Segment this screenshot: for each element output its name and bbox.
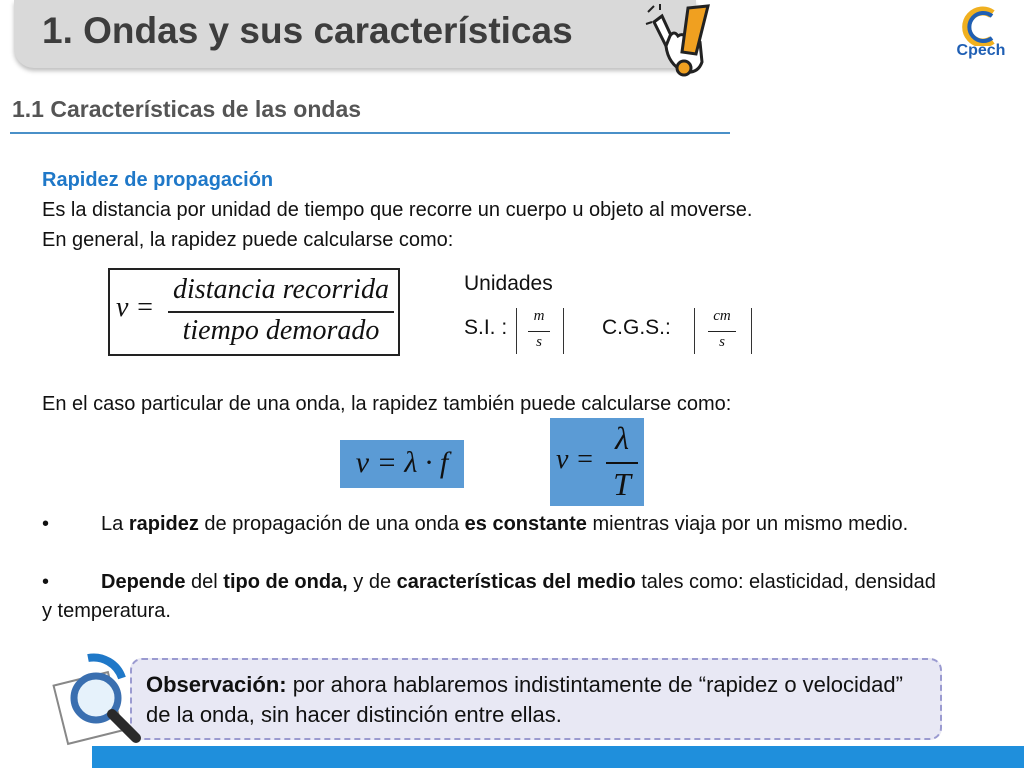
bullet-bold: rapidez	[128, 513, 199, 535]
si-label: S.I. :	[464, 316, 508, 339]
bullet-bold: tipo de onda,	[223, 571, 348, 593]
magnifier-icon	[52, 648, 152, 748]
footer-bar	[92, 746, 1024, 768]
cpech-c-icon	[948, 6, 1014, 46]
general-text: En general, la rapidez puede calcularse como:	[42, 229, 454, 251]
bullet-marker: •	[42, 513, 50, 535]
wave-equation-lambda-t	[550, 418, 644, 506]
formula-lhs: v =	[116, 292, 155, 323]
si-unit-denominator: s	[536, 334, 542, 350]
section-heading: Rapidez de propagación	[42, 169, 274, 191]
bullet-marker: •	[42, 571, 50, 593]
subtitle-divider	[10, 132, 730, 134]
equation-denominator: T	[613, 466, 631, 502]
bullet-bold: es constante	[464, 513, 587, 535]
formula-fraction-line	[168, 311, 394, 313]
formula-denominator: tiempo demorado	[182, 315, 380, 346]
bullet-text: y de	[347, 571, 397, 593]
wave-speed-text: En el caso particular de una onda, la rapidez también puede calcularse como:	[42, 393, 732, 415]
equation-text: v = λ · f	[355, 446, 449, 479]
formula-numerator: distancia recorrida	[173, 274, 389, 305]
definition-text: Es la distancia por unidad de tiempo que recorre un cuerpo u objeto al moverse.	[42, 199, 753, 221]
observation-text	[146, 670, 926, 730]
cgs-label: C.G.S.:	[602, 316, 671, 339]
units-label: Unidades	[464, 272, 553, 295]
equation-fraction-line	[606, 462, 638, 464]
pointing-hand-icon	[644, 2, 724, 84]
bullet-text: tales como: elasticidad, densidad y temperatura.	[42, 571, 936, 622]
observation-label: Observación:	[146, 672, 287, 697]
bullet-bold: características del medio	[396, 571, 636, 593]
cgs-unit-denominator: s	[719, 334, 725, 350]
equation-lhs: v =	[556, 444, 595, 475]
si-unit-line	[528, 331, 550, 332]
bullet-item-constant	[42, 510, 942, 539]
bullet-text: del	[185, 571, 224, 593]
wave-equation-lambda-f	[340, 440, 464, 488]
cgs-unit-numerator: cm	[713, 308, 731, 324]
bullet-item-depends	[42, 568, 942, 626]
bullet-text: La	[101, 513, 129, 535]
section-subtitle: 1.1 Características de las ondas	[12, 96, 362, 122]
speed-formula-box	[108, 268, 400, 356]
page-title: 1. Ondas y sus características	[42, 10, 573, 51]
cgs-unit-line	[708, 331, 736, 332]
bullet-text: mientras viaja por un mismo medio.	[586, 513, 909, 535]
si-unit-numerator: m	[533, 308, 545, 324]
observation-body: por ahora hablaremos indistintamente de “rapidez o velocidad” de la onda, sin hacer distinción entre ellas.	[146, 672, 903, 727]
bullet-text: de propagación de una onda	[198, 513, 465, 535]
cpech-logo	[948, 6, 1014, 64]
equation-numerator: λ	[615, 420, 629, 456]
bullet-bold: Depende	[101, 571, 186, 593]
logo-text: Cpech	[956, 42, 1006, 59]
